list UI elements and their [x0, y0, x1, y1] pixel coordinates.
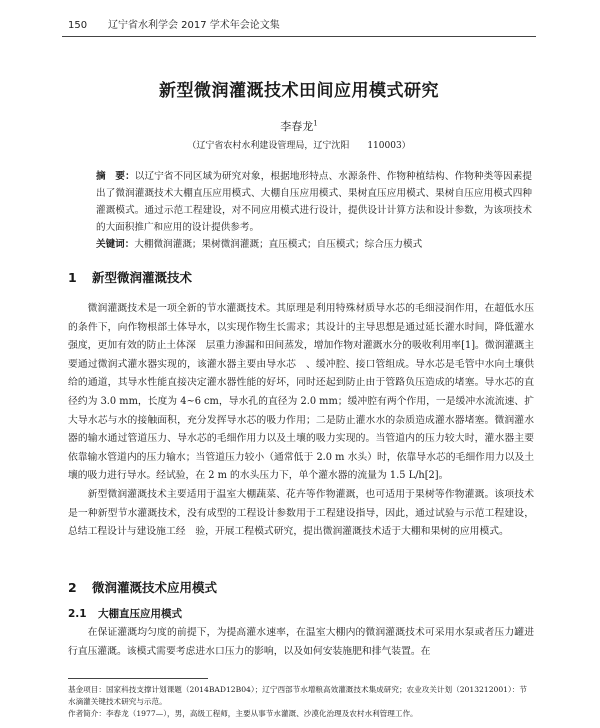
page-number: 150 — [68, 20, 88, 31]
section-1-heading — [68, 268, 192, 286]
section-2-1-number: 2.1 — [68, 608, 87, 620]
section-2-1-body — [68, 624, 534, 661]
footnotes — [68, 684, 534, 720]
abstract — [96, 168, 532, 236]
section-2-1-paragraph-1: 在保证灌溉均匀度的前提下，为提高灌水速率，在温室大棚内的微润灌溉技术可采用水泵或者压力罐进行直压灌溉。该模式需要考虑进水口压力的影响，以及如何安装施肥和排气装置。在 — [68, 627, 534, 657]
section-2-1-title: 大棚直压应用模式 — [98, 608, 182, 620]
keywords-label: 关键词： — [96, 239, 135, 250]
section-2-heading — [68, 578, 217, 596]
footnote-rule — [68, 678, 208, 679]
running-head — [68, 16, 538, 31]
article-title: 新型微润灌溉技术田间应用模式研究 — [159, 81, 439, 101]
section-2-title: 微润灌溉技术应用模式 — [92, 580, 218, 595]
section-1-body — [68, 300, 534, 542]
section-2-1-heading — [68, 606, 182, 621]
section-1-number: 1 — [68, 270, 77, 285]
footnote-author-bio: 作者简介：李春龙（1977—），男，高级工程师，主要从事节水灌溉、沙漠化治理及农村水利管理工作。 — [68, 709, 418, 718]
keywords-text: 大棚微润灌溉；果树微润灌溉；直压模式；自压模式；综合压力模式 — [134, 239, 423, 250]
section-2-number: 2 — [68, 580, 77, 595]
abstract-text: 以辽宁省不同区域为研究对象，根据地形特点、水源条件、作物种植结构、作物种类等因素提出了微润灌溉技术大棚直压应用模式、大棚自压应用模式、果树直压应用模式、果树自压应用模式四种灌溉模式。通过示范工程建设，对不同应用模式进行设计，提供设计计算方法和设计参数，为该项技术的大面积推广和应用的设计提供参考。 — [96, 171, 533, 233]
keywords — [96, 236, 532, 253]
section-1-paragraph-1: 微润灌溉技术是一项全新的节水灌溉技术。其原理是利用特殊材质导水芯的毛细浸润作用，在超低水压的条件下，向作物根部土体导水，以实现作物生长需求；其设计的主导思想是通过延长灌水时间，降低灌水强度，更加有效的防止土体深 层重力渗漏和田间蒸发，增加作物对灌溉水分的吸收利用率[1]。微润灌溉主要通过微润式灌水器实现的，该灌水器主要由导水芯 、缓冲腔、接口管组成。导水芯是毛管中水向土壤供给的通道，其导水性能直接决定灌水器性能的好坏，同时还起到防止由于管路负压造成的堵塞。导水芯的直径约为 3.0 mm，长度为 4~6 cm，导水孔的直径为 2.0 mm；缓冲腔有两个作用，一是缓冲水流流速、扩大导水芯与水的接触面积，充分发挥导水芯的吸力作用；二是防止灌水水的杂质造成灌水器堵塞。微润灌水器的输水通过管道压力、导水芯的毛细作用力以及土壤的吸力实现的。当管道内的压力较大时，灌水器主要依靠输水管道内的压力输水；当管道压力较小（通常低于 2.0 m 水头）时，依靠导水芯的毛细作用力以及土壤的吸力进行导水。经试验，在 2 m 的水头压力下，单个灌水器的流量为 1.5 L/h[2]。 — [68, 303, 534, 482]
affiliation: （辽宁省农村水利建设管理局，辽宁沈阳 110003） — [187, 141, 411, 151]
author-mark: 1 — [313, 119, 318, 128]
abstract-label: 摘 要： — [96, 171, 135, 182]
section-1-title: 新型微润灌溉技术 — [92, 270, 193, 285]
header-rule — [62, 36, 536, 37]
author-line — [62, 118, 536, 134]
journal-name: 辽宁省水利学会 2017 学术年会论文集 — [108, 20, 280, 31]
author-name: 李春龙 — [280, 120, 314, 133]
section-1-paragraph-2: 新型微润灌溉技术主要适用于温室大棚蔬菜、花卉等作物灌溉，也可适用于果树等作物灌溉。该项技术是一种新型节水灌溉技术，没有成型的工程设计参数用于工程建设指导，因此，通过试验与示范工程建设，总结工程设计与建设施工经 验，开展工程模式研究，提出微润灌溉技术适于大棚和果树的应用模式。 — [68, 488, 534, 538]
footnote-fund: 基金项目：国家科技支撑计划课题（2014BAD12B04）；辽宁西部节水增粮高效灌溉技术集成研究；农业攻关计划（2013212001）：节水滴灌关键技术研究与示范。 — [68, 685, 527, 706]
